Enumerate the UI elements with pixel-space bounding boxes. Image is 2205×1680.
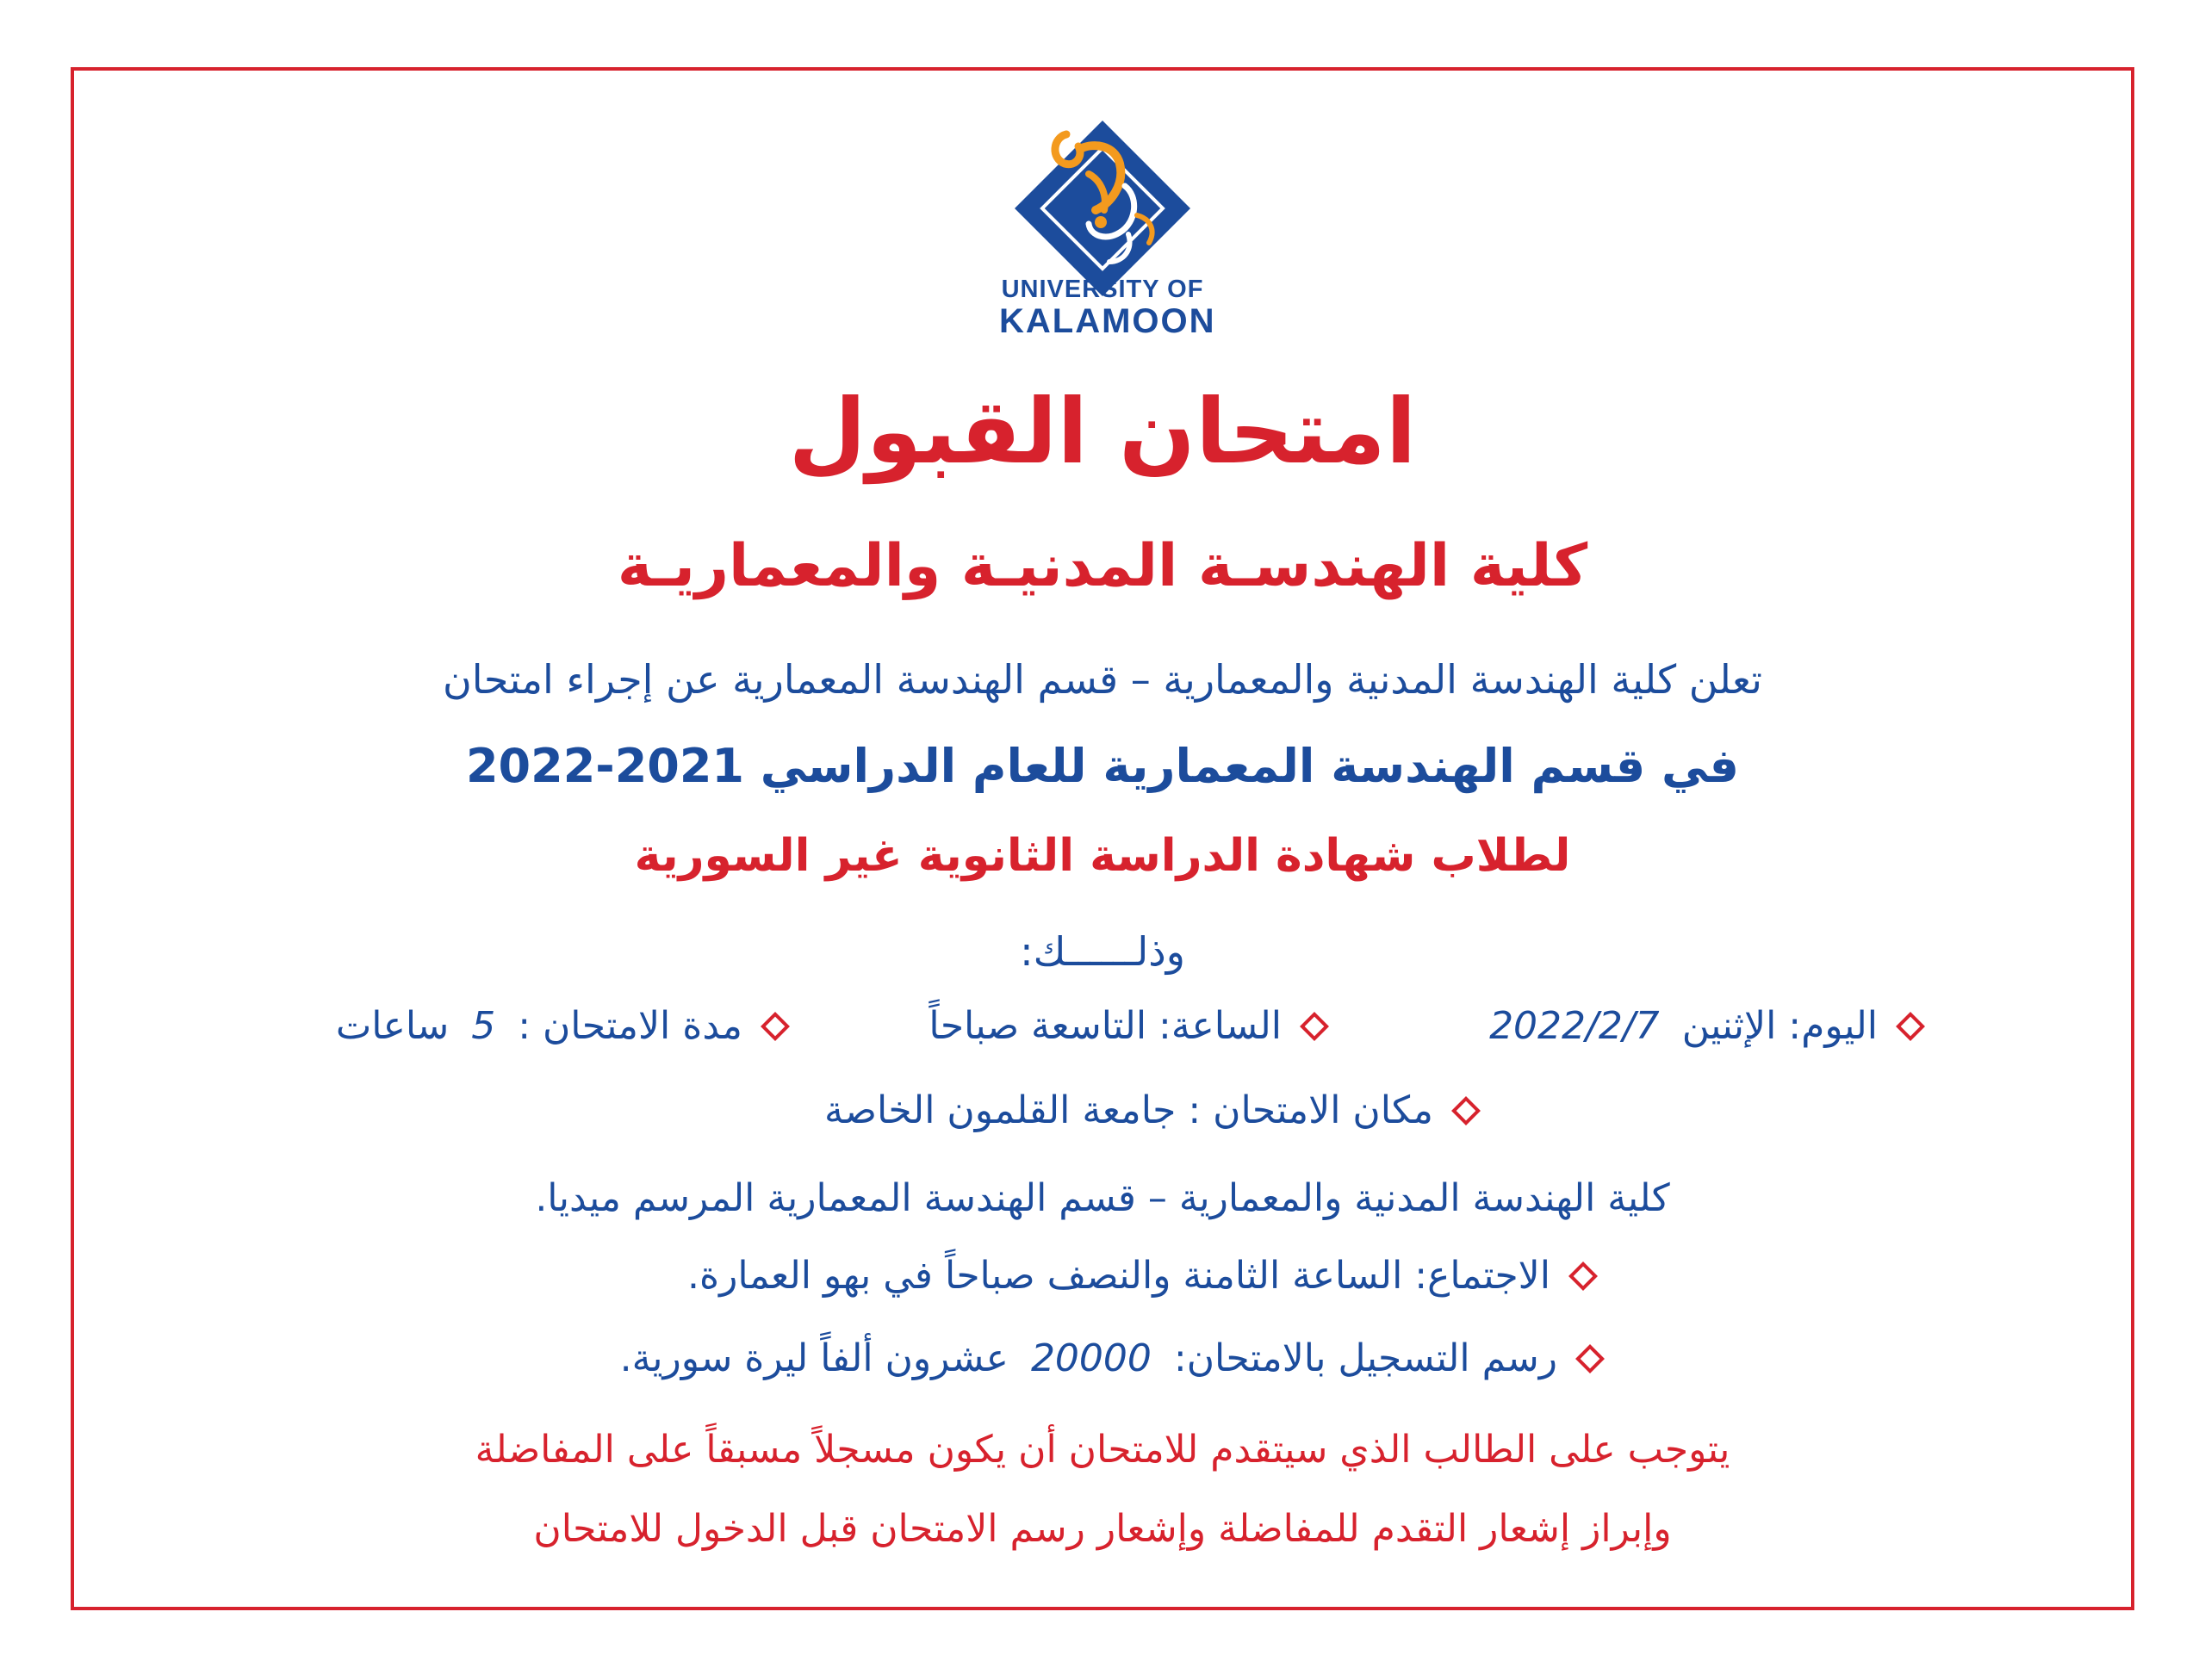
- registration-fee-value: 20000: [1030, 1336, 1152, 1380]
- faculty-title: كلية الهندسـة المدنيـة والمعماريـة: [617, 532, 1588, 600]
- meeting-item: [687, 1254, 1593, 1298]
- exam-duration-unit: ساعات: [335, 1004, 450, 1048]
- registration-fee-text: عشرون ألفاً ليرة سورية.: [619, 1336, 1009, 1380]
- diamond-bullet-icon: [1896, 1012, 1925, 1041]
- logo-line-kalamoon: KALAMOON: [999, 302, 1216, 340]
- exam-place-item: [824, 1088, 1476, 1132]
- registration-notice-line2: وإبراز إشعار التقدم للمفاضلة وإشعار رسم الامتحان قبل الدخول للامتحان: [533, 1507, 1672, 1551]
- details-intro: وذلــــــك:: [1020, 928, 1185, 975]
- registration-fee-item: [620, 1336, 1600, 1380]
- exam-duration-label: مدة الامتحان :: [518, 1004, 742, 1048]
- diamond-bullet-icon: [1451, 1096, 1481, 1125]
- exam-time-item: [929, 1004, 1325, 1048]
- diamond-bullet-icon: [1575, 1344, 1605, 1373]
- registration-fee-label: رسم التسجيل بالامتحان:: [1173, 1336, 1557, 1380]
- exam-day-item: [1489, 1004, 1921, 1048]
- intro-text: تعلن كلية الهندسة المدنية والمعمارية – قسم الهندسة المعمارية عن إجراء امتحان: [443, 656, 1762, 703]
- exam-date: 2022/2/7: [1489, 1004, 1660, 1048]
- target-students: لطلاب شهادة الدراسة الثانوية غير السورية: [634, 830, 1571, 882]
- exam-day-label: اليوم: الإثنين: [1681, 1004, 1878, 1048]
- announcement-title: امتحان القبول: [788, 379, 1417, 484]
- department-year: في قسم الهندسة المعمارية للعام الدراسي 2021-2022: [465, 739, 1739, 793]
- exam-place: مكان الامتحان : جامعة القلمون الخاصة: [824, 1088, 1433, 1132]
- exam-time: الساعة: التاسعة صباحاً: [929, 1004, 1282, 1048]
- exam-place-detail: كلية الهندسة المدنية والمعمارية – قسم الهندسة المعمارية المرسم ميديا.: [535, 1176, 1670, 1220]
- exam-duration-value: 5: [471, 1004, 496, 1048]
- diamond-bullet-icon: [1300, 1012, 1329, 1041]
- diamond-bullet-icon: [1568, 1262, 1598, 1291]
- registration-notice-line1: يتوجب على الطالب الذي سيتقدم للامتحان أن يكون مسجلاً مسبقاً على المفاضلة: [475, 1428, 1730, 1472]
- exam-duration-item: [336, 1004, 786, 1048]
- meeting-text: الاجتماع: الساعة الثامنة والنصف صباحاً في بهو العمارة.: [687, 1254, 1550, 1298]
- logo-line-university-of: UNIVERSITY OF: [1001, 276, 1204, 303]
- university-logo-text: [999, 276, 1216, 340]
- diamond-bullet-icon: [761, 1012, 790, 1041]
